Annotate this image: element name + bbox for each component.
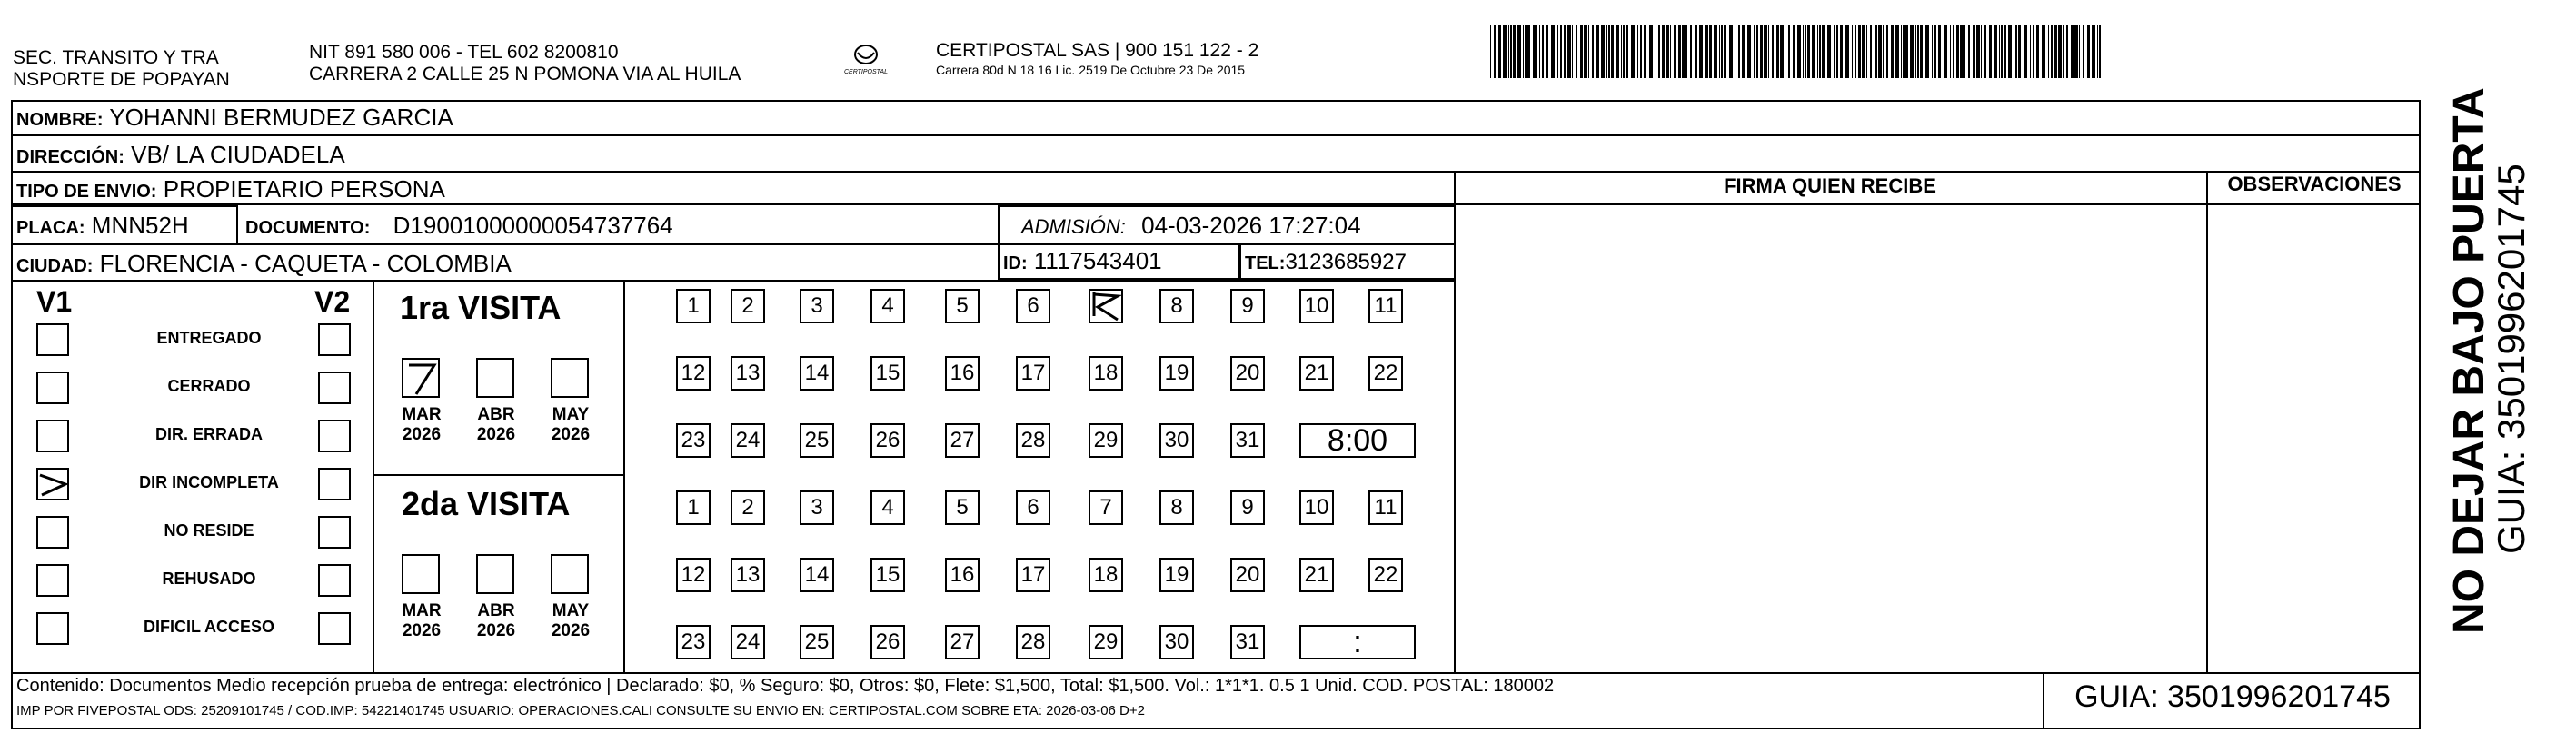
address-line: CARRERA 2 CALLE 25 N POMONA VIA AL HUILA	[309, 64, 741, 84]
month-checkbox[interactable]	[551, 554, 589, 594]
day-box[interactable]: 11	[1368, 490, 1403, 525]
barcode-bar	[1709, 25, 1712, 78]
barcode-bar	[1705, 25, 1706, 78]
day-box[interactable]: 19	[1159, 558, 1194, 592]
barcode-bar	[1807, 25, 1810, 78]
day-box[interactable]: 25	[800, 423, 834, 458]
barcode-bar	[1905, 25, 1908, 78]
day-box[interactable]: 18	[1089, 356, 1123, 391]
barcode-bar	[1932, 25, 1933, 78]
documento-value: D19001000000054737764	[393, 212, 673, 239]
admision-value: 04-03-2026 17:27:04	[1141, 212, 1361, 239]
barcode-bar	[2015, 25, 2017, 78]
day-box[interactable]: 24	[731, 625, 765, 659]
license-line: Carrera 80d N 18 16 Lic. 2519 De Octubre 23 De 2015	[936, 63, 1246, 77]
day-box[interactable]: 4	[870, 490, 905, 525]
barcode-bar	[1527, 25, 1530, 78]
barcode-bar	[1517, 25, 1521, 78]
status-option-label: ENTREGADO	[156, 329, 262, 347]
sender-line-2: NSPORTE DE POPAYAN	[13, 69, 230, 90]
barcode-bar	[1596, 25, 1599, 78]
day-box[interactable]: 11	[1368, 289, 1403, 323]
barcode-bar	[1950, 25, 1951, 78]
day-box[interactable]: 18	[1089, 558, 1123, 592]
barcode-bar	[2058, 25, 2062, 78]
v2-checkbox[interactable]	[318, 516, 351, 549]
id-label: ID:	[1003, 253, 1028, 273]
day-box[interactable]: 1	[676, 490, 711, 525]
barcode-bar	[1662, 25, 1665, 78]
status-option-label: CERRADO	[167, 377, 251, 395]
day-box[interactable]: 17	[1016, 558, 1050, 592]
day-box[interactable]: 3	[800, 289, 834, 323]
barcode-bar	[1747, 25, 1751, 78]
company-info	[936, 40, 1258, 78]
footer-guia: GUIA: 3501996201745	[2074, 679, 2391, 714]
barcode-bar	[1805, 25, 1806, 78]
day-box[interactable]: 21	[1299, 356, 1334, 391]
v2-checkbox[interactable]	[318, 372, 351, 404]
tel-row	[1245, 249, 1407, 277]
day-box[interactable]: 15	[870, 558, 905, 592]
barcode-bar	[1592, 25, 1594, 78]
status-option-label: DIR INCOMPLETA	[139, 473, 279, 491]
barcode-bar	[1760, 25, 1763, 78]
barcode-bar	[1776, 25, 1779, 78]
barcode-bar	[1584, 25, 1587, 78]
barcode-bar	[1925, 25, 1929, 78]
barcode-bar	[1721, 25, 1723, 78]
barcode-bar	[1866, 25, 1867, 78]
barcode-bar	[1878, 25, 1882, 78]
v1-checkbox[interactable]	[36, 564, 69, 597]
barcode-bar	[1768, 25, 1769, 78]
barcode-bar	[1756, 25, 1758, 78]
v2-label: V2	[314, 285, 351, 318]
day-box[interactable]: 22	[1368, 356, 1403, 391]
id-row	[1003, 247, 1162, 277]
nit-line: NIT 891 580 006 - TEL 602 8200810	[309, 42, 619, 63]
day-box[interactable]: 12	[676, 558, 711, 592]
barcode-bar	[2042, 25, 2045, 78]
barcode-bar	[1822, 25, 1825, 78]
barcode-bar	[1964, 25, 1965, 78]
day-box[interactable]: 23	[676, 625, 711, 659]
barcode-bar	[1674, 25, 1676, 78]
barcode-bar	[1968, 25, 1970, 78]
day-box[interactable]: 14	[800, 356, 834, 391]
month-label: MAY 2026	[551, 601, 591, 640]
barcode-bar	[1917, 25, 1919, 78]
month-checkbox[interactable]	[551, 358, 589, 398]
barcode-bar	[1729, 25, 1733, 78]
barcode-bar	[1910, 25, 1914, 78]
barcode-bar	[1567, 25, 1571, 78]
barcode-bar	[1658, 25, 1660, 78]
barcode-bar	[1994, 25, 1997, 78]
barcode-bar	[1523, 25, 1524, 78]
barcode-bar	[1934, 25, 1936, 78]
barcode-bar	[1533, 25, 1537, 78]
side-warning: NO DEJAR BAJO PUERTA	[2445, 87, 2493, 634]
tipo-row	[16, 175, 445, 205]
placa-row	[16, 212, 189, 242]
barcode-bar	[1588, 25, 1589, 78]
observaciones-label: OBSERVACIONES	[2227, 173, 2402, 195]
barcode-bar	[1999, 25, 2000, 78]
barcode-bar	[1503, 25, 1507, 78]
status-option-label: DIR. ERRADA	[154, 425, 263, 443]
day-box[interactable]: 6	[1016, 289, 1050, 323]
barcode-bar	[2051, 25, 2053, 78]
documento-row	[245, 212, 673, 242]
barcode-bar	[1836, 25, 1838, 78]
day-box[interactable]: 30	[1159, 625, 1194, 659]
barcode-bar	[1576, 25, 1577, 78]
v2-checkbox[interactable]	[318, 420, 351, 452]
documento-label: DOCUMENTO:	[245, 218, 371, 238]
footer-contenido: Contenido: Documentos Medio recepción prueba de entrega: electrónico | Declarado: $0, % Seguro: $0, Otros: $0, Flete: $1,500, Total: $1,500. Vol.: 1*1*1. 0.5 1 Unid. COD. POSTAL: 180002	[16, 676, 1555, 696]
day-box[interactable]: 13	[731, 558, 765, 592]
v1-checkbox[interactable]	[36, 323, 69, 356]
time-box[interactable]: 8:00	[1299, 423, 1416, 458]
side-guia: GUIA: 3501996201745	[2490, 163, 2532, 554]
footer-imp: IMP POR FIVEPOSTAL ODS: 25209101745 / COD.IMP: 54221401745 USUARIO: OPERACIONES.CALI CONSULTE SU ENVIO EN: CERTIPOSTAL.COM SOBRE ETA: 2026-03-06 D+2	[16, 703, 1145, 718]
day-box[interactable]: 14	[800, 558, 834, 592]
day-box[interactable]: 8	[1159, 490, 1194, 525]
barcode-bar	[1601, 25, 1605, 78]
ciudad-row	[16, 250, 512, 280]
tipo-label: TIPO DE ENVIO:	[16, 182, 157, 202]
barcode-bar	[1626, 25, 1628, 78]
day-box[interactable]: 4	[870, 289, 905, 323]
placa-value: MNN52H	[91, 212, 189, 239]
tel-value: 3123685927	[1285, 250, 1407, 274]
day-box[interactable]: 28	[1016, 625, 1050, 659]
day-box[interactable]: 23	[676, 423, 711, 458]
barcode-bar	[1827, 25, 1831, 78]
month-label: MAY 2026	[551, 405, 591, 444]
time-box[interactable]: :	[1299, 625, 1416, 659]
firma-label: FIRMA QUIEN RECIBE	[1724, 174, 1936, 197]
month-label: ABR 2026	[476, 601, 516, 640]
barcode-bar	[2030, 25, 2031, 78]
day-box[interactable]: 29	[1089, 625, 1123, 659]
barcode-bar	[2008, 25, 2012, 78]
status-option-label: NO RESIDE	[164, 521, 254, 540]
barcode-bar	[1895, 25, 1899, 78]
day-box[interactable]: 25	[800, 625, 834, 659]
day-box[interactable]: 13	[731, 356, 765, 391]
tipo-value: PROPIETARIO PERSONA	[163, 175, 445, 203]
day-box[interactable]: 12	[676, 356, 711, 391]
v2-checkbox[interactable]	[318, 612, 351, 645]
day-box[interactable]: 7	[1089, 490, 1123, 525]
v1-checkbox[interactable]	[36, 372, 69, 404]
barcode-bar	[1891, 25, 1894, 78]
barcode-bar	[1862, 25, 1865, 78]
barcode-bar	[1699, 25, 1703, 78]
barcode-bar	[2018, 25, 2021, 78]
barcode-bar	[2099, 25, 2101, 78]
barcode-bar	[1956, 25, 1959, 78]
v1-checkbox[interactable]	[36, 468, 69, 500]
direccion-label: DIRECCIÓN:	[16, 147, 124, 167]
day-box[interactable]: 20	[1230, 558, 1265, 592]
barcode-bar	[1960, 25, 1964, 78]
observaciones-area[interactable]	[2210, 207, 2419, 670]
certipostal-logo: CERTIPOSTAL	[834, 40, 898, 85]
day-box[interactable]: 27	[945, 625, 980, 659]
barcode-bar	[2036, 25, 2039, 78]
barcode-bar	[1508, 25, 1509, 78]
barcode-bar	[1953, 25, 1954, 78]
barcode-bar	[1812, 25, 1815, 78]
barcode-bar	[1819, 25, 1821, 78]
visit2-title: 2da VISITA	[402, 485, 571, 522]
barcode-bar	[1714, 25, 1717, 78]
barcode-bar	[1920, 25, 1923, 78]
barcode-bar	[2083, 25, 2084, 78]
barcode-bar	[1606, 25, 1607, 78]
barcode-bar	[1754, 25, 1755, 78]
barcode-bar	[1852, 25, 1853, 78]
barcode-bar	[1858, 25, 1861, 78]
barcode-bar	[1976, 25, 1980, 78]
status-option-label: DIFICIL ACCESO	[143, 618, 274, 636]
barcode-bar	[2074, 25, 2078, 78]
day-box[interactable]: 31	[1230, 625, 1265, 659]
barcode-bar	[1981, 25, 1982, 78]
day-box[interactable]: 19	[1159, 356, 1194, 391]
barcode-bar	[1772, 25, 1774, 78]
day-box[interactable]: 10	[1299, 490, 1334, 525]
month-checkbox[interactable]	[476, 358, 514, 398]
barcode-bar	[1780, 25, 1784, 78]
day-box[interactable]: 28	[1016, 423, 1050, 458]
v2-checkbox[interactable]	[318, 323, 351, 356]
barcode-bar	[1670, 25, 1671, 78]
barcode-bar	[1719, 25, 1720, 78]
barcode-bar	[2063, 25, 2064, 78]
barcode-bar	[1686, 25, 1687, 78]
day-box[interactable]: 22	[1368, 558, 1403, 592]
barcode-bar	[1666, 25, 1669, 78]
barcode-bar	[1494, 25, 1496, 78]
barcode-bar	[1845, 25, 1849, 78]
barcode-bar	[1883, 25, 1884, 78]
direccion-row	[16, 141, 345, 171]
barcode-bar	[1560, 25, 1562, 78]
v1-checkbox[interactable]	[36, 612, 69, 645]
barcode-bar	[1817, 25, 1818, 78]
barcode-bar	[1901, 25, 1902, 78]
barcode-bar	[1690, 25, 1692, 78]
day-box[interactable]: 29	[1089, 423, 1123, 458]
day-box[interactable]: 31	[1230, 423, 1265, 458]
day-box[interactable]: 3	[800, 490, 834, 525]
barcode-bar	[1834, 25, 1835, 78]
status-option-label: REHUSADO	[162, 570, 256, 588]
barcode-bar	[1695, 25, 1697, 78]
day-box[interactable]: 8	[1159, 289, 1194, 323]
firma-area[interactable]	[1457, 207, 2204, 670]
day-box[interactable]: 21	[1299, 558, 1334, 592]
barcode-bar	[1580, 25, 1583, 78]
barcode-bar	[1886, 25, 1888, 78]
v2-checkbox[interactable]	[318, 468, 351, 500]
barcode-bar	[1611, 25, 1614, 78]
barcode-bar	[1644, 25, 1646, 78]
barcode-bar	[1788, 25, 1790, 78]
barcode-bar	[1498, 25, 1501, 78]
barcode-bar	[2048, 25, 2049, 78]
day-box[interactable]: 1	[676, 289, 711, 323]
visit1-title: 1ra VISITA	[400, 289, 562, 326]
barcode-bar	[2092, 25, 2095, 78]
barcode-bar	[1797, 25, 1801, 78]
day-box[interactable]	[1089, 289, 1123, 323]
barcode-bar	[1938, 25, 1941, 78]
barcode-bar	[1944, 25, 1947, 78]
day-box[interactable]: 26	[870, 423, 905, 458]
barcode-bar	[1608, 25, 1610, 78]
month-checkbox[interactable]	[402, 554, 440, 594]
barcode-bar	[2054, 25, 2057, 78]
barcode-bar	[1738, 25, 1740, 78]
barcode-bar	[1793, 25, 1795, 78]
month-checkbox[interactable]	[402, 358, 440, 398]
day-box[interactable]: 16	[945, 558, 980, 592]
day-box[interactable]: 30	[1159, 423, 1194, 458]
barcode-bar	[1649, 25, 1653, 78]
nombre-label: NOMBRE:	[16, 110, 104, 130]
barcode-bar	[1525, 25, 1527, 78]
barcode-bar	[2079, 25, 2080, 78]
admision-row	[1021, 212, 1361, 241]
id-value: 1117543401	[1033, 247, 1162, 274]
day-box[interactable]: 5	[945, 490, 980, 525]
day-box[interactable]: 9	[1230, 490, 1265, 525]
barcode-bar	[1551, 25, 1555, 78]
barcode-bar	[1764, 25, 1767, 78]
ciudad-label: CIUDAD:	[16, 256, 94, 276]
barcode-bar	[1840, 25, 1843, 78]
ciudad-value: FLORENCIA - CAQUETA - COLOMBIA	[99, 250, 512, 277]
day-box[interactable]: 17	[1016, 356, 1050, 391]
barcode-bar	[1870, 25, 1872, 78]
sender-name	[13, 47, 230, 91]
v1-checkbox[interactable]	[36, 516, 69, 549]
barcode-bar	[2033, 25, 2034, 78]
barcode	[1490, 25, 2235, 78]
day-box[interactable]: 20	[1230, 356, 1265, 391]
barcode-bar	[1546, 25, 1548, 78]
barcode-bar	[1621, 25, 1622, 78]
barcode-bar	[2004, 25, 2006, 78]
barcode-bar	[1542, 25, 1544, 78]
barcode-bar	[1875, 25, 1877, 78]
barcode-bar	[1637, 25, 1638, 78]
placa-label: PLACA:	[16, 218, 85, 238]
direccion-value: VB/ LA CIUDADELA	[131, 141, 345, 168]
barcode-bar	[1742, 25, 1745, 78]
barcode-bar	[1513, 25, 1516, 78]
barcode-bar	[2066, 25, 2068, 78]
nombre-row	[16, 104, 453, 134]
barcode-bar	[1706, 25, 1708, 78]
day-box[interactable]: 5	[945, 289, 980, 323]
day-box[interactable]: 15	[870, 356, 905, 391]
barcode-bar	[1989, 25, 1992, 78]
barcode-bar	[1855, 25, 1856, 78]
barcode-bar	[1631, 25, 1635, 78]
barcode-bar	[1984, 25, 1986, 78]
day-box[interactable]: 27	[945, 423, 980, 458]
day-box[interactable]: 10	[1299, 289, 1334, 323]
day-box[interactable]: 16	[945, 356, 980, 391]
barcode-bar	[1572, 25, 1573, 78]
v1-label: V1	[36, 285, 73, 318]
barcode-bar	[1973, 25, 1975, 78]
barcode-bar	[2071, 25, 2074, 78]
barcode-bar	[2001, 25, 2003, 78]
company-line: CERTIPOSTAL SAS | 900 151 122 - 2	[936, 40, 1259, 61]
day-box[interactable]: 2	[731, 490, 765, 525]
barcode-bar	[2087, 25, 2090, 78]
barcode-bar	[1903, 25, 1905, 78]
day-box[interactable]: 24	[731, 423, 765, 458]
barcode-bar	[2097, 25, 2098, 78]
barcode-bar	[1682, 25, 1686, 78]
barcode-bar	[1557, 25, 1558, 78]
nombre-value: YOHANNI BERMUDEZ GARCIA	[109, 104, 453, 131]
month-checkbox[interactable]	[476, 554, 514, 594]
barcode-bar	[1640, 25, 1642, 78]
sender-contact	[309, 42, 741, 85]
admision-label: ADMISIÓN:	[1021, 215, 1126, 238]
barcode-bar	[1616, 25, 1619, 78]
barcode-bar	[1803, 25, 1804, 78]
day-box[interactable]: 26	[870, 625, 905, 659]
barcode-bar	[1490, 25, 1491, 78]
day-box[interactable]: 2	[731, 289, 765, 323]
day-box[interactable]: 9	[1230, 289, 1265, 323]
tel-label: TEL:	[1245, 253, 1286, 273]
month-label: ABR 2026	[476, 405, 516, 444]
barcode-bar	[1623, 25, 1625, 78]
barcode-bar	[1510, 25, 1512, 78]
sender-line-1: SEC. TRANSITO Y TRA	[13, 47, 219, 68]
barcode-bar	[1915, 25, 1916, 78]
barcode-bar	[1678, 25, 1681, 78]
month-label: MAR 2026	[402, 405, 442, 444]
month-label: MAR 2026	[402, 601, 442, 640]
v2-checkbox[interactable]	[318, 564, 351, 597]
v1-checkbox[interactable]	[36, 420, 69, 452]
barcode-bar	[1724, 25, 1726, 78]
barcode-bar	[2024, 25, 2027, 78]
barcode-bar	[1564, 25, 1566, 78]
day-box[interactable]: 6	[1016, 490, 1050, 525]
barcode-bar	[1539, 25, 1540, 78]
